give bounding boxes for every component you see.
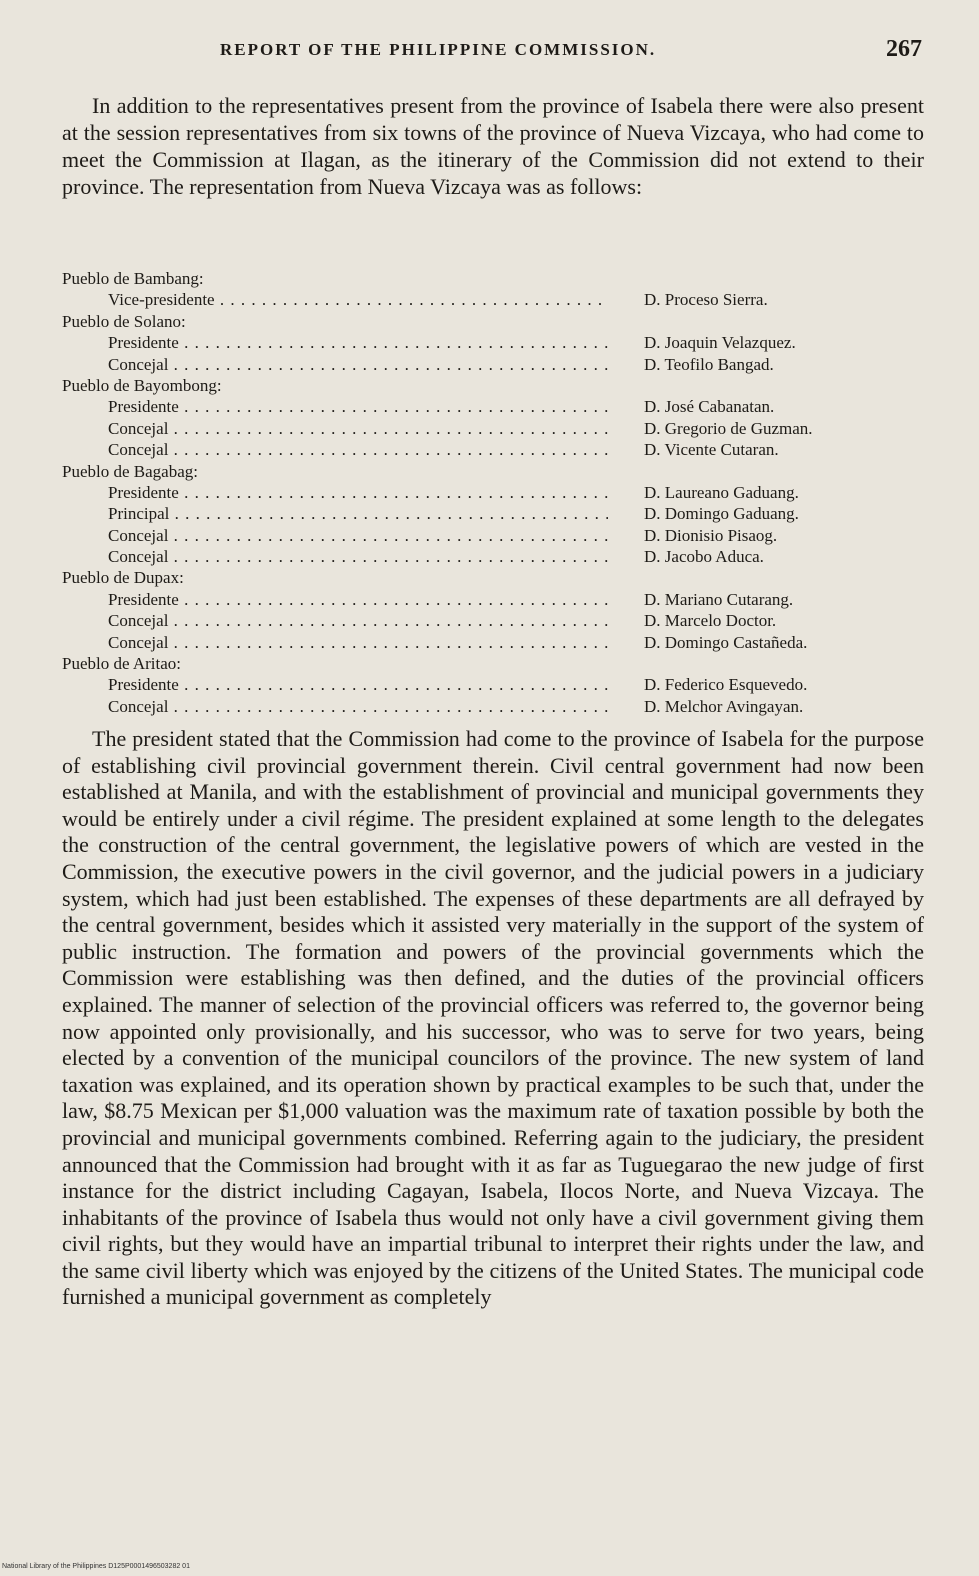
- office-title: Presidente . . .: [62, 674, 608, 695]
- town-heading: Pueblo de Bayombong:: [62, 375, 222, 395]
- main-paragraph: The president stated that the Commission had come to the province of Isabela for the purpose of establishing civil provincial government therein. Civil central government had now been established at Manila, and with the establishment of provincial and municipal governments they would be entirely under a civil régime. The president explained at some length to the delegates the construction of the central government, the legislative powers of which are vested in the Commission, the executive powers in the civil governor, and the judicial powers in a judiciary system, which had just been established. The expenses of these departments are all defrayed by the central government, besides which it assisted very materially in the support of the system of public instruction. The formation and powers of the provincial governments which the Commission were establishing was then defined, and the duties of the provincial officers explained. The manner of selection of the provincial officers was referred to, the governor being now appointed only provisionally, and his successor, who was to serve for two years, being elected by a convention of the municipal councilors of the province. The new system of land taxation was explained, and its operation shown by practical examples to be such that, under the law, $8.75 Mexican per $1,000 valuation was the maximum rate of taxation possible by both the provincial and municipal governments combined. Referring again to the judiciary, the president announced that the Commission had brought with it as far as Tuguegarao the new judge of first instance for the district including Cagayan, Isabela, Ilocos Norte, and Nueva Vizcaya. The inhabitants of the province of Isabela thus would not only have a civil government giving them civil rights, but they would have an impartial tribunal to interpret their rights under the law, and the same civil liberty which was enjoyed by the citizens of the United States. The municipal code furnished a municipal government as completely: [62, 726, 924, 1310]
- office-title: Concejal . . .: [62, 354, 608, 375]
- official-name: D. Proceso Sierra.: [644, 290, 768, 310]
- official-name: D. Mariano Cutarang.: [644, 589, 794, 609]
- library-footer-note: National Library of the Philippines D125P0001496503282 01: [2, 1563, 190, 1570]
- running-title: REPORT OF THE PHILIPPINE COMMISSION.: [220, 40, 657, 59]
- official-name: D. Vicente Cutaran.: [644, 440, 779, 460]
- office-title: Vice-presidente . . .: [62, 289, 608, 310]
- official-row: [62, 418, 862, 439]
- official-row: [62, 396, 862, 417]
- official-name: D. José Cabanatan.: [644, 397, 775, 417]
- official-name: D. Domingo Castañeda.: [644, 632, 808, 652]
- official-row: [62, 696, 862, 717]
- official-name: D. Gregorio de Guzman.: [644, 418, 813, 438]
- page-header: [62, 36, 922, 66]
- office-title: Concejal . . .: [62, 418, 608, 439]
- office-title: Concejal . . .: [62, 439, 608, 460]
- official-name: D. Federico Esquevedo.: [644, 675, 808, 695]
- office-title: Concejal . . .: [62, 525, 608, 546]
- official-row: [62, 632, 862, 653]
- official-row: [62, 289, 862, 310]
- office-title: Presidente . . .: [62, 396, 608, 417]
- official-name: D. Jacobo Aduca.: [644, 547, 764, 567]
- official-row: [62, 332, 862, 353]
- official-row: [62, 439, 862, 460]
- official-row: [62, 354, 862, 375]
- town-heading: Pueblo de Solano:: [62, 311, 186, 331]
- town-heading: Pueblo de Dupax:: [62, 568, 184, 588]
- official-row: [62, 589, 862, 610]
- town-heading: Pueblo de Bambang:: [62, 269, 204, 288]
- official-row: [62, 546, 862, 567]
- official-row: [62, 482, 862, 503]
- official-name: D. Laureano Gaduang.: [644, 482, 799, 502]
- office-title: Presidente . . .: [62, 589, 608, 610]
- official-name: D. Teofilo Bangad.: [644, 354, 774, 374]
- office-title: Concejal . . .: [62, 632, 608, 653]
- official-name: D. Melchor Avingayan.: [644, 696, 804, 716]
- official-row: [62, 610, 862, 631]
- town-heading: Pueblo de Bagabag:: [62, 461, 198, 481]
- official-row: [62, 503, 862, 524]
- office-title: Concejal . . .: [62, 696, 608, 717]
- office-title: Concejal . . .: [62, 546, 608, 567]
- office-title: Principal . . .: [62, 503, 608, 524]
- official-name: D. Dionisio Pisaog.: [644, 525, 778, 545]
- office-title: Presidente . . .: [62, 332, 608, 353]
- official-name: D. Domingo Gaduang.: [644, 504, 799, 524]
- town-heading: Pueblo de Aritao:: [62, 654, 181, 674]
- representation-roster: [62, 268, 862, 717]
- official-row: [62, 525, 862, 546]
- intro-paragraph: In addition to the representatives present from the province of Isabela there were also present at the session representatives from six towns of the province of Nueva Vizcaya, who had come to meet the Commission at Ilagan, as the itinerary of the Commission did not extend to their province. The representation from Nueva Vizcaya was as follows:: [62, 93, 924, 199]
- official-row: [62, 674, 862, 695]
- page-number: 267: [886, 36, 922, 62]
- official-name: D. Marcelo Doctor.: [644, 611, 777, 631]
- office-title: Concejal . . .: [62, 610, 608, 631]
- official-name: D. Joaquin Velazquez.: [644, 333, 796, 353]
- office-title: Presidente . . .: [62, 482, 608, 503]
